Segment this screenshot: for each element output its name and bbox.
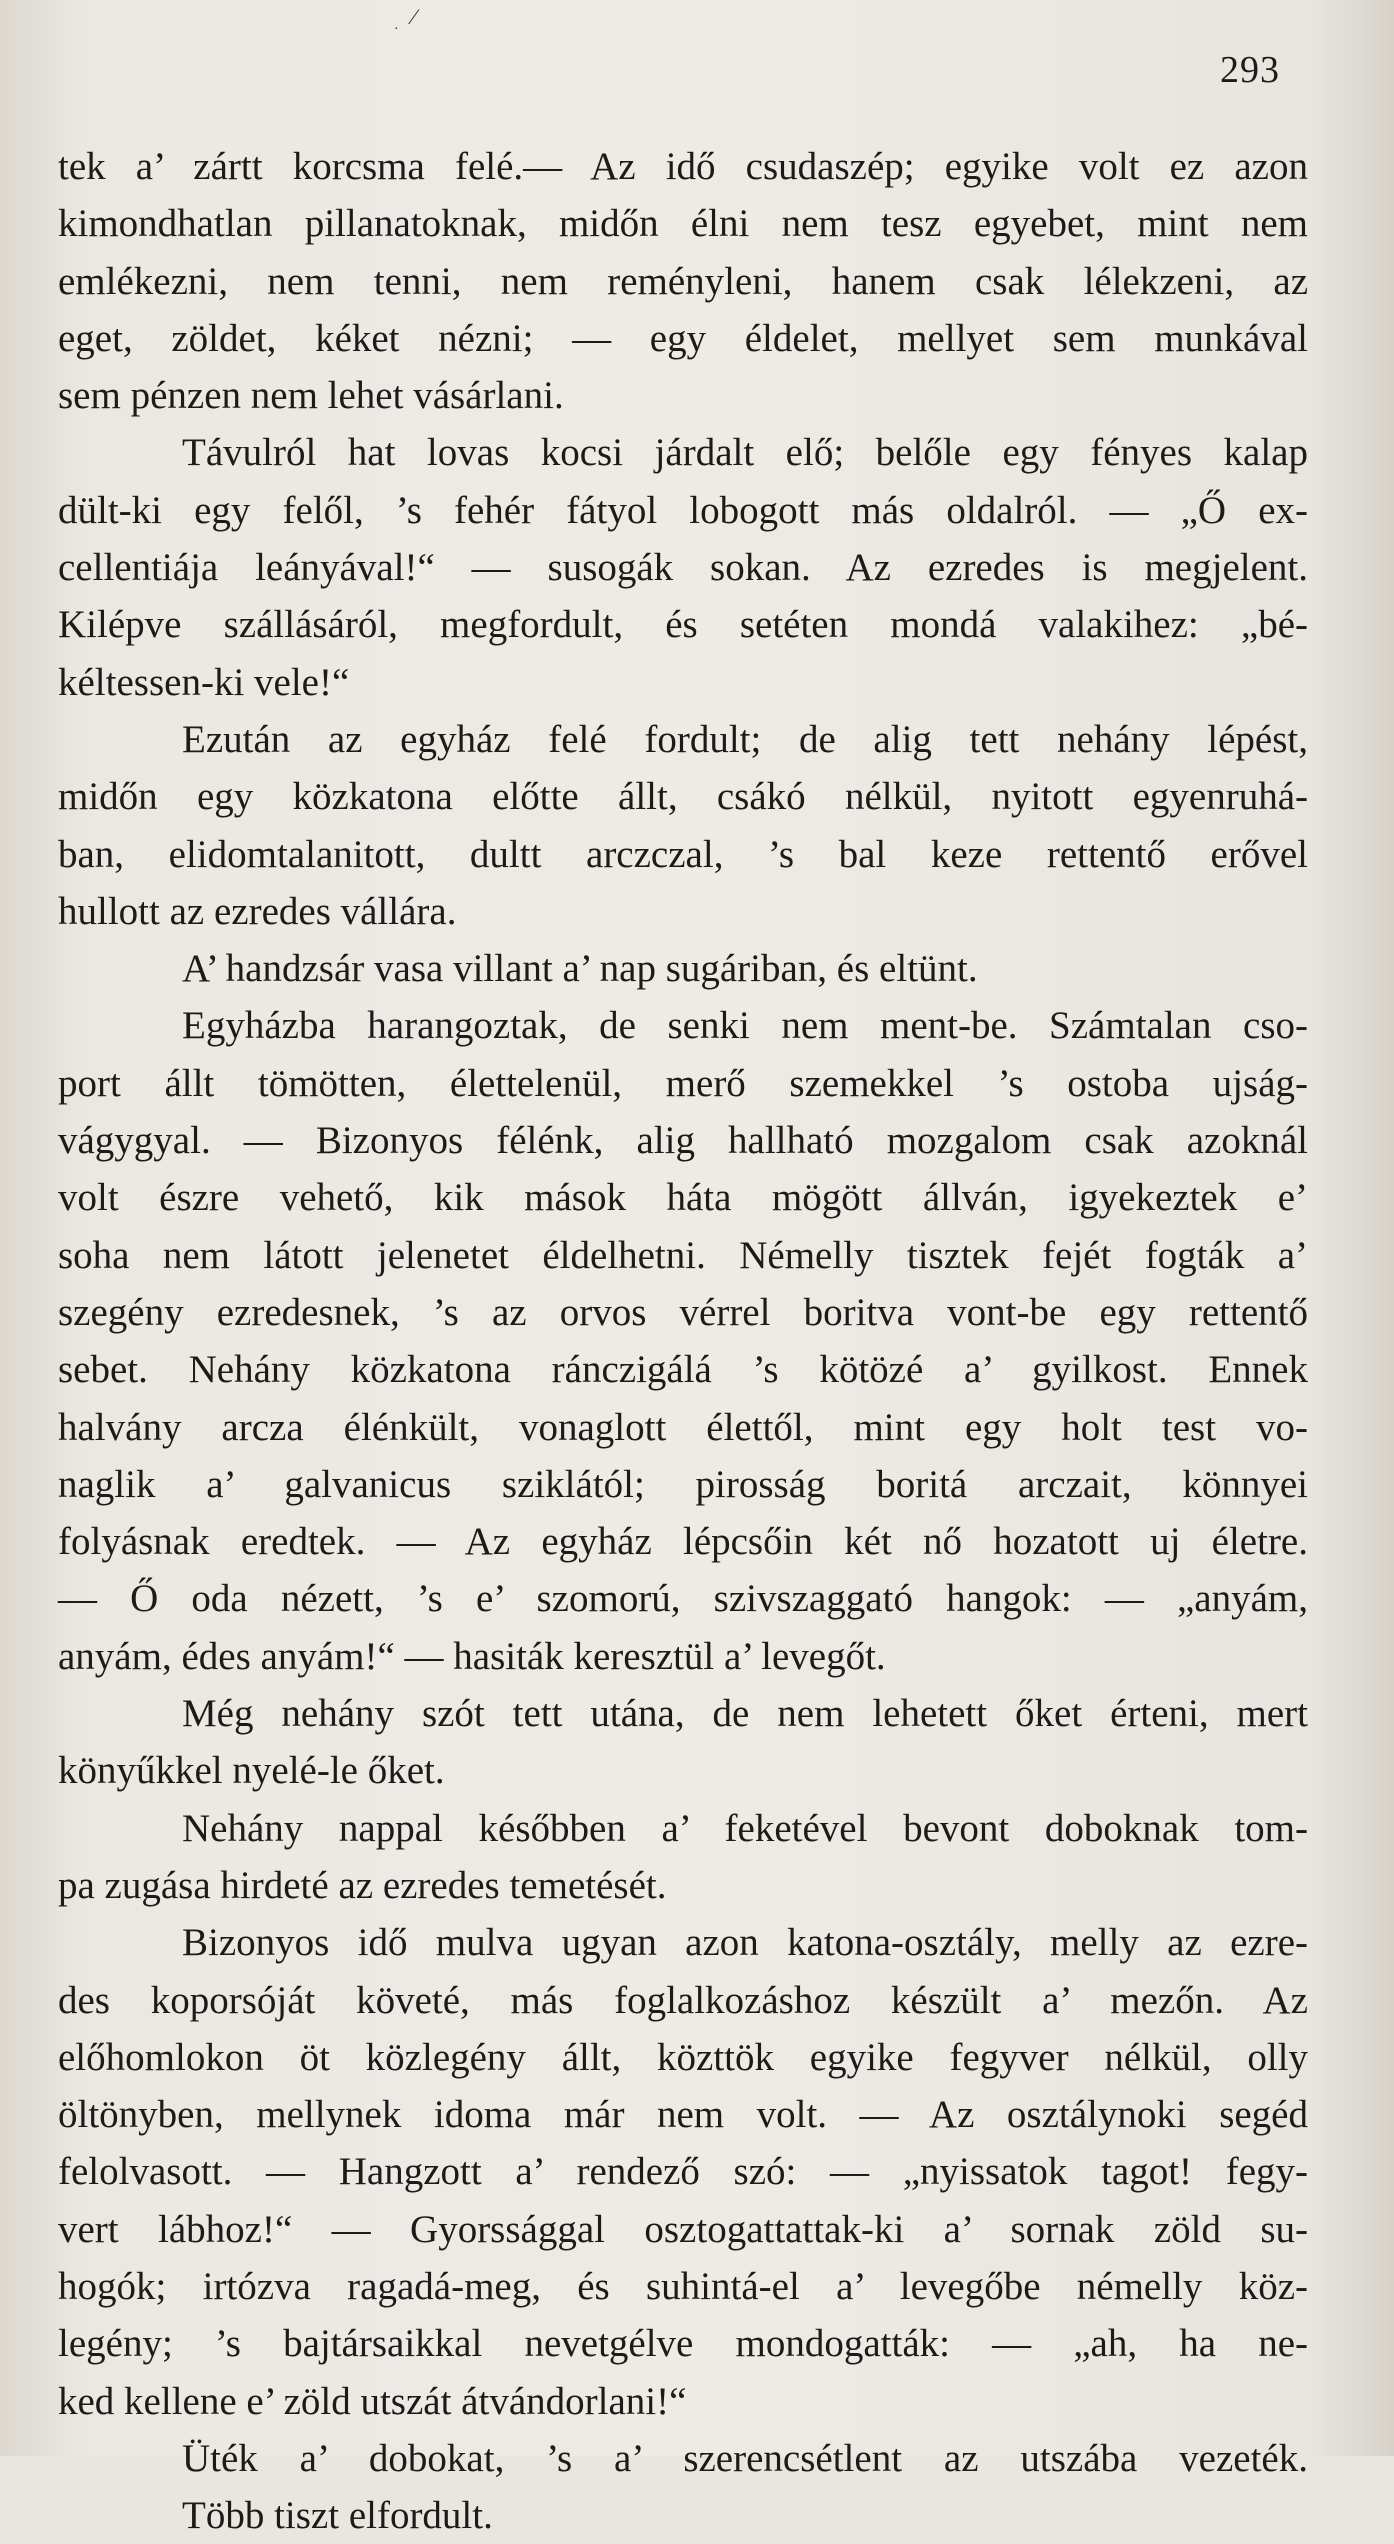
text-line: kimondhatlan pillanatoknak, midőn élni nem tesz egyebet, mint nem [58,202,1308,246]
text-line: des koporsóját követé, más foglalkozáshoz készült a’ mezőn. Az [58,1978,1308,2022]
text-line: sem pénzen nem lehet vásárlani. [58,374,564,418]
text-line: felolvasott. — Hangzott a’ rendező szó: — „nyissatok tagot! fegy- [58,2150,1308,2194]
text-line: emlékezni, nem tenni, nem reményleni, hanem csak lélekzeni, az [58,259,1308,303]
text-line: — Ő oda nézett, ’s e’ szomorú, szivszaggató hangok: — „anyám, [58,1577,1308,1621]
text-line: vert lábhoz!“ — Gyorssággal osztogattattak-ki a’ sornak zöld su- [58,2207,1308,2251]
body-text [58,138,1308,2544]
text-line: Még nehány szót tett utána, de nem lehetett őket érteni, mert [182,1692,1308,1736]
text-line: előhomlokon öt közlegény állt, közttök egyike fegyver nélkül, olly [58,2035,1308,2079]
text-line: midőn egy közkatona előtte állt, csákó nélkül, nyitott egyenruhá- [58,775,1308,819]
page-number: 293 [1220,49,1280,91]
text-line: ked kellene e’ zöld utszát átvándorlani!“ [58,2379,687,2423]
text-line: naglik a’ galvanicus sziklától; pirosság boritá arczait, könnyei [58,1462,1308,1506]
text-line: hullott az ezredes vállára. [58,889,457,933]
text-line: folyásnak eredtek. — Az egyház lépcsőin két nő hozatott uj életre. [58,1520,1308,1564]
paper-mark: ⁄ [412,4,416,29]
text-line: hogók; irtózva ragadá-meg, és suhintá-el a’ levegőbe némelly köz- [58,2264,1308,2308]
paper-mark: · [394,22,399,37]
text-line: anyám, édes anyám!“ — hasiták keresztül a’ levegőt. [58,1634,886,1678]
text-line: kéltessen-ki vele!“ [58,660,350,704]
text-line: legény; ’s bajtársaikkal nevetgélve mondogatták: — „ah, ha ne- [58,2322,1308,2366]
text-line: Egyházba harangoztak, de senki nem ment-be. Számtalan cso- [182,1004,1308,1048]
text-line: Üték a’ dobokat, ’s a’ szerencsétlent az utszába vezeték. [182,2436,1308,2480]
text-line: Ezután az egyház felé fordult; de alig tett nehány lépést, [182,717,1308,761]
text-line: Több tiszt elfordult. [182,2494,493,2538]
text-line: eget, zöldet, kéket nézni; — egy éldelet, mellyet sem munkával [58,316,1308,360]
text-line: tek a’ zártt korcsma felé.— Az idő csudaszép; egyike volt ez azon [58,145,1308,188]
text-line: Kilépve szállásáról, megfordult, és setéten mondá valakihez: „bé- [58,603,1308,647]
text-line: könyűkkel nyelé-le őket. [58,1749,445,1793]
text-line: öltönyben, mellynek idoma már nem volt. — Az osztálynoki segéd [58,2093,1308,2137]
text-line: cellentiája leányával!“ — susogák sokan. Az ezredes is megjelent. [58,546,1308,590]
text-line: vágygyal. — Bizonyos félénk, alig hallható mozgalom csak azoknál [58,1119,1308,1163]
text-line: Nehány nappal későbben a’ feketével bevont doboknak tom- [182,1806,1308,1850]
text-line: volt észre vehető, kik mások háta mögött állván, igyekeztek e’ [58,1176,1308,1220]
text-line: Bizonyos idő mulva ugyan azon katona-osztály, melly az ezre- [182,1921,1308,1965]
text-line: halvány arcza élénkült, vonaglott élettől, mint egy holt test vo- [58,1405,1308,1449]
text-line: ban, elidomtalanitott, dultt arczczal, ’s bal keze rettentő erővel [58,832,1308,876]
text-line: dült-ki egy felől, ’s fehér fátyol lobogott más oldalról. — „Ő ex- [58,488,1308,532]
text-line: Távulról hat lovas kocsi járdalt elő; belőle egy fényes kalap [182,431,1308,475]
text-line: A’ handzsár vasa villant a’ nap sugáriban, és eltünt. [182,947,978,991]
text-line: pa zugása hirdeté az ezredes temetését. [58,1863,667,1907]
text-line: szegény ezredesnek, ’s az orvos vérrel boritva vont-be egy rettentő [58,1290,1308,1334]
text-line: sebet. Nehány közkatona ránczigálá ’s kötözé a’ gyilkost. Ennek [58,1348,1308,1392]
text-line: soha nem látott jelenetet éldelhetni. Némelly tisztek fejét fogták a’ [58,1233,1308,1277]
text-line: port állt tömötten, élettelenül, merő szemekkel ’s ostoba ujság- [58,1061,1308,1105]
